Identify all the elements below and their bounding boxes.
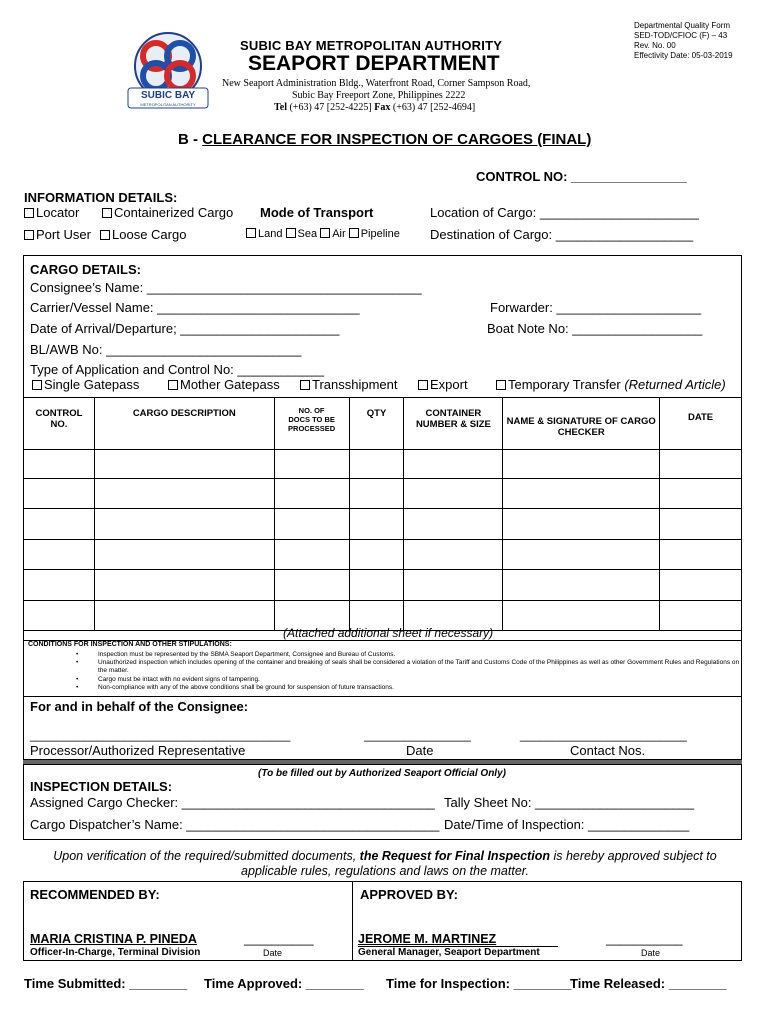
form-title-text: CLEARANCE FOR INSPECTION OF CARGOES (FINAL) [202,131,592,148]
table-cell[interactable] [24,479,95,509]
export-option[interactable] [418,377,468,392]
table-cell[interactable] [404,570,503,601]
recommender-date-label: Date [263,948,283,958]
tel-label: Tel [274,102,287,113]
transshipment-label: Transshipment [312,377,398,392]
header-text: NO. [50,419,68,430]
header-text: CONTAINER [425,408,482,419]
air-option[interactable] [320,228,345,240]
table-cell[interactable] [503,450,660,479]
table-cell[interactable] [274,479,349,509]
verification-emphasis: the Request for Final Inspection [359,849,550,863]
authority-name: SUBIC BAY METROPOLITAN AUTHORITY [240,38,503,53]
mother-gatepass-checkbox[interactable] [168,380,178,390]
address-line-1: New Seaport Administration Bldg., Waterfront Road, Corner Sampson Road, [222,78,531,89]
time-approved[interactable]: Time Approved: ________ [204,976,364,991]
port-user-checkbox[interactable] [24,230,34,240]
locator-label: Locator [36,205,80,220]
header-text: QTY [366,408,387,419]
carrier-field[interactable]: Carrier/Vessel Name: ____________________________ [30,300,360,315]
consignee-heading: For and in behalf of the Consignee: [30,699,249,714]
recommender-date-line[interactable]: __________ [244,932,314,946]
cargo-checker-field[interactable]: Assigned Cargo Checker: ___________________________________ [30,795,435,810]
contact-line [274,102,475,113]
sea-checkbox[interactable] [286,228,296,238]
table-cell[interactable] [94,570,274,601]
sea-option[interactable] [286,228,318,240]
single-gatepass-checkbox[interactable] [32,380,42,390]
table-cell[interactable] [349,479,404,509]
recommended-label: RECOMMENDED BY: [30,887,160,902]
table-cell[interactable] [660,509,742,540]
table-cell[interactable] [404,540,503,570]
single-gatepass-label: Single Gatepass [44,377,140,392]
form-meta-line: SED-TOD/CFIOC (F) – 43 [634,31,728,40]
forwarder-field[interactable]: Forwarder: ____________________ [490,300,702,315]
table-cell[interactable] [349,570,404,601]
info-heading: INFORMATION DETAILS: [24,190,178,205]
dispatcher-field[interactable]: Cargo Dispatcher’s Name: ___________________________________ [30,817,440,832]
table-cell[interactable] [94,601,274,631]
header-text: PROCESSED [288,424,336,433]
table-row[interactable] [24,509,742,540]
time-released[interactable]: Time Released: ________ [570,976,727,991]
type-application-field[interactable]: Type of Application and Control No: ____________ [30,362,325,377]
header-text: DATE [687,412,714,423]
table-cell[interactable] [349,450,404,479]
form-meta [634,21,733,61]
table-cell[interactable] [660,450,742,479]
approver-title: General Manager, Seaport Department [358,947,540,958]
table-cell[interactable] [404,509,503,540]
table-cell[interactable] [660,479,742,509]
header-text: NAME & SIGNATURE OF CARGO [506,416,656,427]
table-cell[interactable] [24,450,95,479]
table-cell[interactable] [503,540,660,570]
air-checkbox[interactable] [320,228,330,238]
header-text: CARGO DESCRIPTION [132,408,236,419]
header-qty [349,398,404,450]
transshipment-option[interactable] [300,377,398,392]
transshipment-checkbox[interactable] [300,380,310,390]
table-cell[interactable] [660,601,742,631]
fax-number: (+63) 47 [252-4694] [392,102,476,113]
pipeline-option[interactable] [349,228,400,240]
condition-item: • Non-compliance with any of the above conditions shall be ground for suspension of future transactions. [28,684,740,692]
verification-text: is hereby approved subject to [549,849,717,863]
condition-item: • Cargo must be intact with no evident signs of tampering. [28,676,740,684]
table-row[interactable] [24,570,742,601]
inspection-datetime-field[interactable]: Date/Time of Inspection: ______________ [444,817,690,832]
blawb-field[interactable]: BL/AWB No: ___________________________ [30,342,302,357]
table-cell[interactable] [660,540,742,570]
processor-label: Processor/Authorized Representative [30,743,246,758]
header-checker [503,398,660,450]
table-cell[interactable] [24,540,95,570]
verification-line-2: applicable rules, regulations and laws on the matter. [241,864,529,878]
header-control-no [24,398,95,450]
table-cell[interactable] [349,540,404,570]
pipeline-label: Pipeline [360,228,400,240]
table-cell[interactable] [94,479,274,509]
table-row[interactable] [24,540,742,570]
contact-line-field[interactable]: _________________________ [520,728,687,742]
table-cell[interactable] [503,601,660,631]
mother-gatepass-label: Mother Gatepass [180,377,280,392]
processor-signature-line[interactable]: _______________________________________ [30,728,291,742]
containerized-option[interactable] [102,205,233,220]
boat-note-field[interactable]: Boat Note No: __________________ [487,321,703,336]
land-option[interactable] [246,228,282,240]
loose-checkbox[interactable] [100,230,110,240]
table-row[interactable] [24,479,742,509]
department-name: SEAPORT DEPARTMENT [248,52,500,75]
single-gatepass-option[interactable] [32,377,139,392]
table-cell[interactable] [24,601,95,631]
time-inspection[interactable]: Time for Inspection: ________ [386,976,572,991]
table-cell[interactable] [660,570,742,601]
verification-line-1 [24,849,746,864]
locator-checkbox[interactable] [24,208,34,218]
export-label: Export [430,377,468,392]
conditions-bottom-line [23,696,742,697]
header-date [660,398,742,450]
port-user-label: Port User [36,227,91,242]
verification-statement [24,849,746,879]
land-checkbox[interactable] [246,228,256,238]
cargo-table [23,397,742,631]
time-submitted[interactable]: Time Submitted: ________ [24,976,188,991]
recommender-name: MARIA CRISTINA P. PINEDA [30,932,197,946]
table-cell[interactable] [404,450,503,479]
header-docs [274,398,349,450]
verification-text: Upon verification of the required/submitted documents, [53,849,360,863]
temporary-label: Temporary Transfer [508,377,621,392]
condition-item: • Unauthorized inspection which includes opening of the container and breaking of seals shall be considered a violation of the Tariff and Customs Code of the Philippines as well as other Government Rules and Regulations on the matter. [28,659,740,675]
form-meta-line: Departmental Quality Form [634,21,731,30]
approver-name: JEROME M. MARTINEZ [358,932,558,947]
air-label: Air [332,228,346,240]
consignee-name-field[interactable]: Consignee’s Name: ______________________________________ [30,280,422,295]
tel-number: (+63) 47 [252-4225] [289,102,372,113]
form-title-prefix: B - [178,131,203,148]
arrival-field[interactable]: Date of Arrival/Departure; ______________________ [30,321,340,336]
loose-option[interactable] [100,227,186,242]
table-cell[interactable] [94,509,274,540]
containerized-label: Containerized Cargo [114,205,234,220]
form-meta-line: Effectivity Date: 05-03-2019 [634,51,733,60]
loose-label: Loose Cargo [112,227,187,242]
inspection-box [23,765,742,840]
tally-sheet-field[interactable]: Tally Sheet No: ______________________ [444,795,695,810]
pipeline-checkbox[interactable] [349,228,359,238]
mother-gatepass-option[interactable] [168,377,280,392]
header-cargo-description [94,398,274,450]
control-no: CONTROL NO: ________________ [476,169,687,184]
mode-heading: Mode of Transport [260,205,374,220]
header-text: CHECKER [557,427,605,438]
conditions-heading: CONDITIONS FOR INSPECTION AND OTHER STIPULATIONS: [28,641,232,648]
attached-note: (Attached additional sheet if necessary) [283,626,494,640]
table-cell[interactable] [274,509,349,540]
consignee-date-label: Date [406,743,434,758]
signatories-divider [352,881,353,961]
table-cell[interactable] [94,450,274,479]
consignee-date-line[interactable]: ________________ [364,728,471,742]
form-meta-line: Rev. No. 00 [634,41,676,50]
table-row[interactable] [24,450,742,479]
sbma-logo [118,28,218,114]
table-cell[interactable] [274,450,349,479]
header-text: DOCS TO BE [288,415,335,424]
logo-text: SUBIC BAY [140,90,196,101]
mode-options [246,228,400,240]
fax-label: Fax [374,102,391,113]
official-note: (To be filled out by Authorized Seaport Official Only) [258,768,506,779]
conditions-list [28,651,740,692]
table-cell[interactable] [503,509,660,540]
address-line-2: Subic Bay Freeport Zone, Philippines 2222 [292,90,466,101]
temporary-checkbox[interactable] [496,380,506,390]
port-user-option[interactable] [24,227,91,242]
locator-option[interactable] [24,205,79,220]
export-checkbox[interactable] [418,380,428,390]
table-cell[interactable] [24,509,95,540]
table-cell[interactable] [274,570,349,601]
land-label: Land [258,228,283,240]
returned-label: (Returned Article) [624,377,726,392]
table-cell[interactable] [349,509,404,540]
condition-item: • Inspection must be represented by the SBMA Seaport Department, Consignee and Bureau of Customs. [28,651,740,659]
header-text: NUMBER & SIZE [415,419,491,430]
containerized-checkbox[interactable] [102,208,112,218]
approver-date-label: Date [641,948,661,958]
table-cell[interactable] [503,570,660,601]
form-title [178,131,591,148]
recommender-title: Officer-In-Charge, Terminal Division [30,947,201,958]
approved-label: APPROVED BY: [360,887,458,902]
table-cell[interactable] [94,540,274,570]
table-cell[interactable] [503,479,660,509]
sea-label: Sea [297,228,318,240]
temporary-option[interactable] [496,377,726,392]
cargo-heading: CARGO DETAILS: [30,262,141,277]
table-cell[interactable] [24,570,95,601]
header-text: NO. OF [298,406,325,415]
destination-field[interactable]: Destination of Cargo: ___________________ [430,227,694,242]
logo-subtext: METROPOLITAN AUTHORITY [140,102,196,107]
approver-date-line[interactable]: ___________ [606,932,683,946]
location-field[interactable]: Location of Cargo: ______________________ [430,205,699,220]
header-container [404,398,503,450]
table-cell[interactable] [404,479,503,509]
header-text: CONTROL [35,408,83,419]
contact-label: Contact Nos. [570,743,646,758]
table-header-row [24,398,742,450]
table-cell[interactable] [274,540,349,570]
inspection-heading: INSPECTION DETAILS: [30,779,173,794]
